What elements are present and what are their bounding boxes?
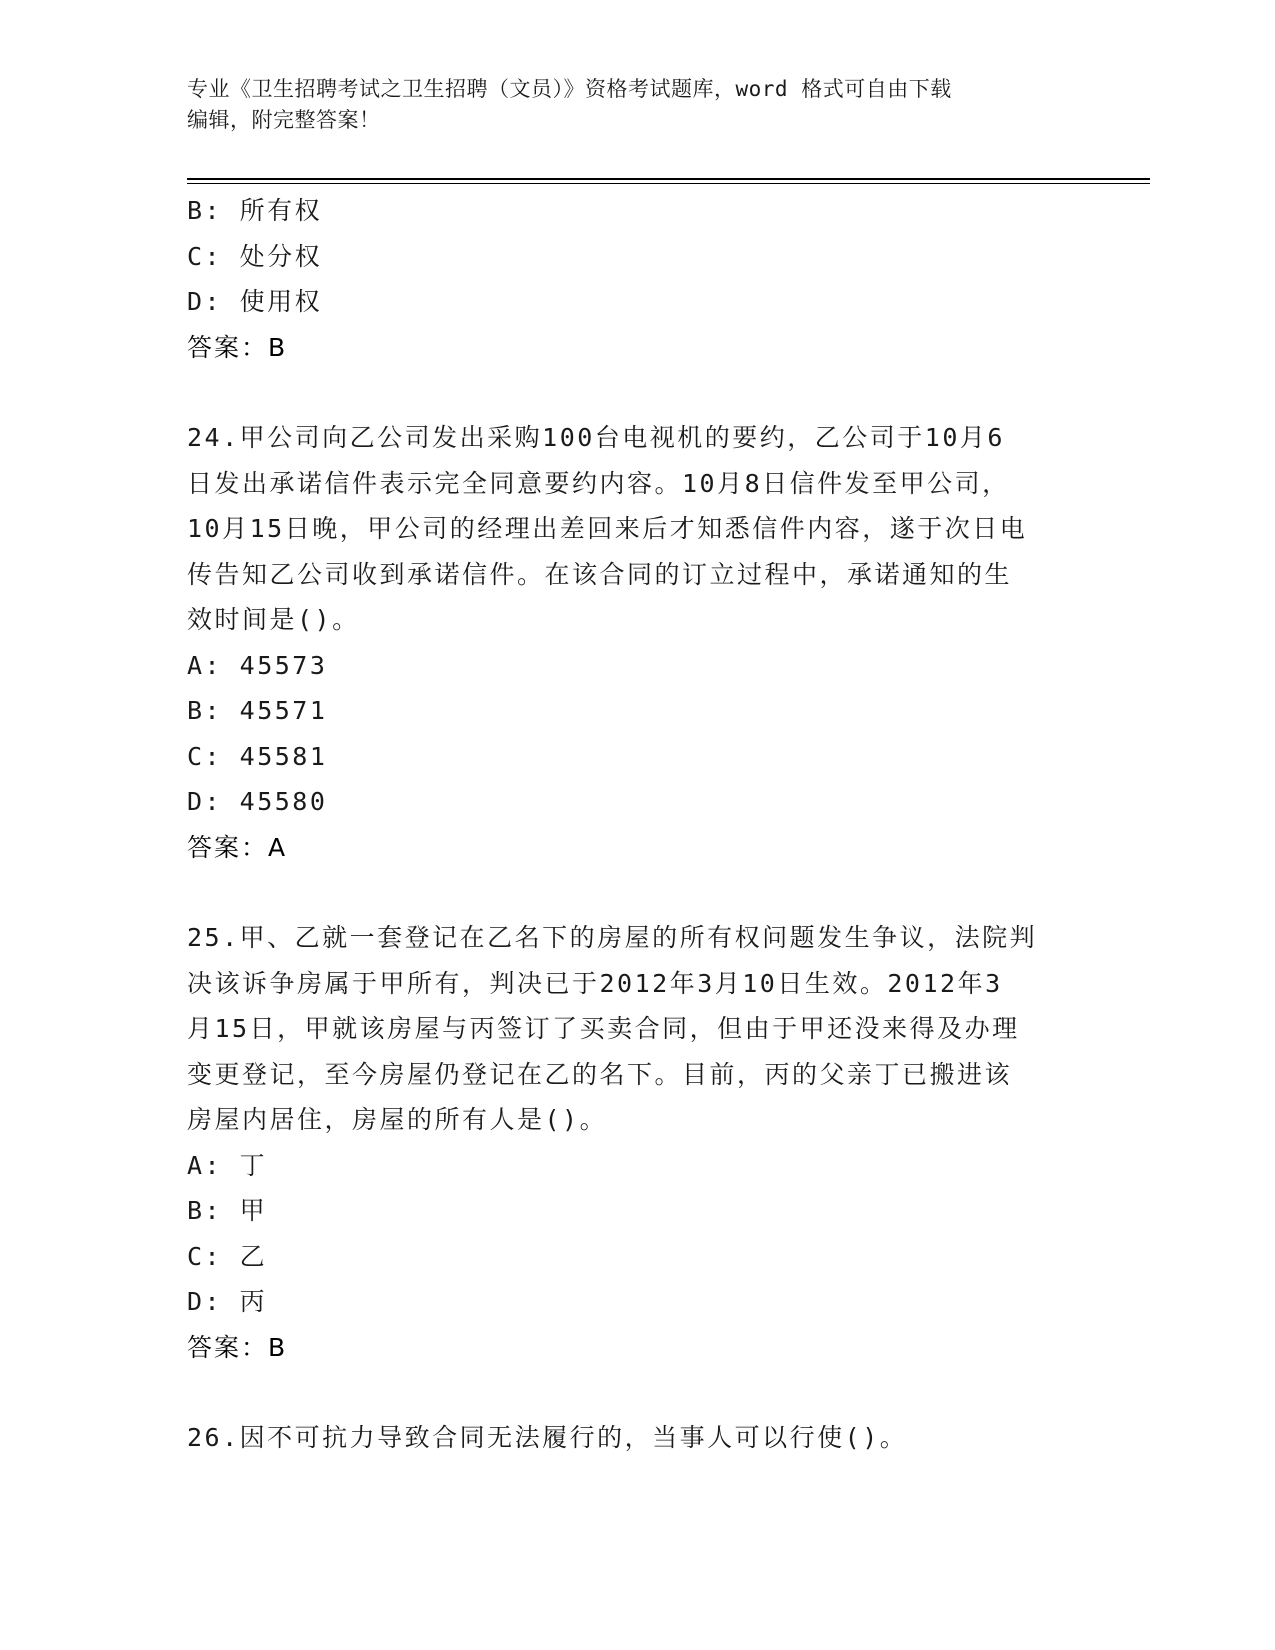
option-b: B: 45571: [187, 696, 328, 725]
header-line-1: 专业《卫生招聘考试之卫生招聘（文员）》资格考试题库，word 格式可自由下载: [187, 77, 952, 101]
option-a: A: 45573: [187, 650, 328, 680]
question-26-stem: [187, 1415, 1087, 1461]
header-line-2: 编辑，附完整答案！: [187, 108, 381, 132]
stem-line: 效时间是()。: [187, 605, 360, 634]
answer-23: 答案：B: [187, 332, 288, 362]
stem-line: 25.甲、乙就一套登记在乙名下的房屋的所有权问题发生争议，法院判: [187, 923, 1038, 952]
option-b: B: 甲: [187, 1196, 268, 1225]
option-d: D: 丙: [187, 1287, 268, 1316]
option-c: C: 处分权: [187, 241, 323, 271]
question-24-stem: [187, 415, 1087, 643]
option-d: D: 45580: [187, 787, 328, 816]
document-header: [187, 74, 1087, 136]
stem-line: 决该诉争房属于甲所有，判决已于2012年3月10日生效。2012年3: [187, 968, 1003, 998]
stem-line: 房屋内居住，房屋的所有人是()。: [187, 1105, 608, 1134]
option-c: C: 45581: [187, 741, 328, 771]
stem-line: 日发出承诺信件表示完全同意要约内容。10月8日信件发至甲公司，: [187, 468, 1010, 498]
option-d: D: 使用权: [187, 287, 323, 316]
option-b: B: 所有权: [187, 196, 323, 225]
stem-line: 月15日，甲就该房屋与丙签订了买卖合同，但由于甲还没来得及办理: [187, 1014, 1020, 1043]
question-25: [187, 915, 1087, 1370]
header-divider-thin: [187, 183, 1150, 184]
question-25-stem: [187, 915, 1087, 1143]
question-23: [187, 188, 1087, 370]
stem-line: 10月15日晚，甲公司的经理出差回来后才知悉信件内容，遂于次日电: [187, 514, 1028, 543]
header-divider-thick: [187, 178, 1150, 180]
question-26: [187, 1415, 1087, 1461]
question-content: [187, 188, 1087, 1461]
stem-line: 24.甲公司向乙公司发出采购100台电视机的要约，乙公司于10月6: [187, 423, 1005, 452]
question-24: [187, 415, 1087, 870]
stem-line: 26.因不可抗力导致合同无法履行的，当事人可以行使()。: [187, 1423, 908, 1452]
answer-25: 答案：B: [187, 1332, 288, 1362]
answer-24: 答案：A: [187, 832, 288, 862]
option-a: A: 丁: [187, 1150, 268, 1180]
stem-line: 传告知乙公司收到承诺信件。在该合同的订立过程中，承诺通知的生: [187, 559, 1013, 589]
option-c: C: 乙: [187, 1241, 268, 1271]
stem-line: 变更登记，至今房屋仍登记在乙的名下。目前，丙的父亲丁已搬进该: [187, 1059, 1013, 1089]
